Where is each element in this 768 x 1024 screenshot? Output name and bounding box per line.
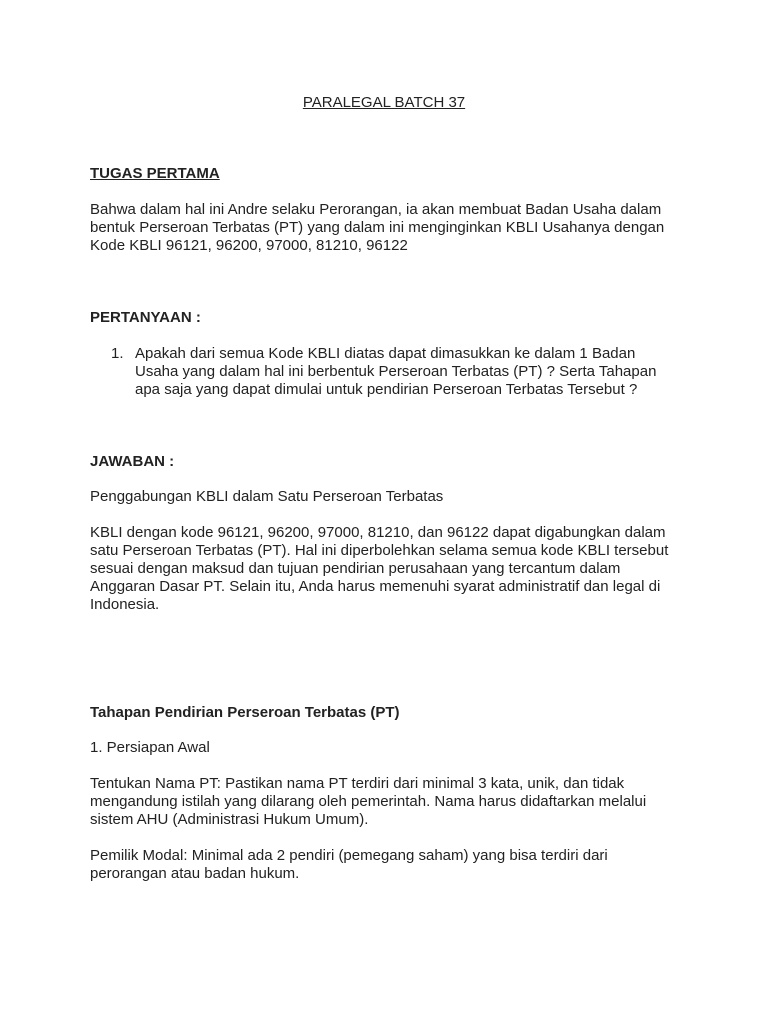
company-name-line: Tentukan Nama PT: Pastikan nama PT terdiri dari minimal 3 kata, unik, dan tidak (90, 775, 625, 792)
question-line: apa saja yang dapat dimulai untuk pendirian Perseroan Terbatas Tersebut ? (135, 381, 638, 398)
answer-heading: JAWABAN : (90, 453, 175, 470)
task-paragraph-line: Bahwa dalam hal ini Andre selaku Perorangan, ia akan membuat Badan Usaha dalam (90, 201, 662, 218)
answer-subheading: Penggabungan KBLI dalam Satu Perseroan Terbatas (90, 488, 444, 505)
company-name-line: sistem AHU (Administrasi Hukum Umum). (90, 811, 369, 828)
capital-owner-line: Pemilik Modal: Minimal ada 2 pendiri (pemegang saham) yang bisa terdiri dari (90, 847, 608, 864)
task-paragraph-line: Kode KBLI 96121, 96200, 97000, 81210, 96122 (90, 237, 408, 254)
answer-paragraph-line: KBLI dengan kode 96121, 96200, 97000, 81210, dan 96122 dapat digabungkan dalam (90, 524, 666, 541)
answer-paragraph-line: sesuai dengan maksud dan tujuan pendirian perusahaan yang tercantum dalam (90, 560, 621, 577)
answer-paragraph-line: satu Perseroan Terbatas (PT). Hal ini diperbolehkan selama semua kode KBLI tersebut (90, 542, 669, 559)
question-line: Usaha yang dalam hal ini berbentuk Perseroan Terbatas (PT) ? Serta Tahapan (135, 363, 657, 380)
stage-1-heading: 1. Persiapan Awal (90, 739, 210, 756)
capital-owner-line: perorangan atau badan hukum. (90, 865, 300, 882)
company-name-line: mengandung istilah yang dilarang oleh pemerintah. Nama harus didaftarkan melalui (90, 793, 647, 810)
question-line: Apakah dari semua Kode KBLI diatas dapat dimasukkan ke dalam 1 Badan (135, 345, 636, 362)
task-heading: TUGAS PERTAMA (90, 165, 220, 182)
task-paragraph-line: bentuk Perseroan Terbatas (PT) yang dalam ini menginginkan KBLI Usahanya dengan (90, 219, 665, 236)
question-heading: PERTANYAAN : (90, 309, 201, 326)
answer-paragraph-line: Indonesia. (90, 596, 160, 613)
answer-paragraph-line: Anggaran Dasar PT. Selain itu, Anda harus memenuhi syarat administratif dan legal di (90, 578, 661, 595)
document-title: PARALEGAL BATCH 37 (302, 94, 466, 111)
question-list-number: 1. (111, 345, 124, 362)
stages-heading: Tahapan Pendirian Perseroan Terbatas (PT) (90, 704, 400, 721)
